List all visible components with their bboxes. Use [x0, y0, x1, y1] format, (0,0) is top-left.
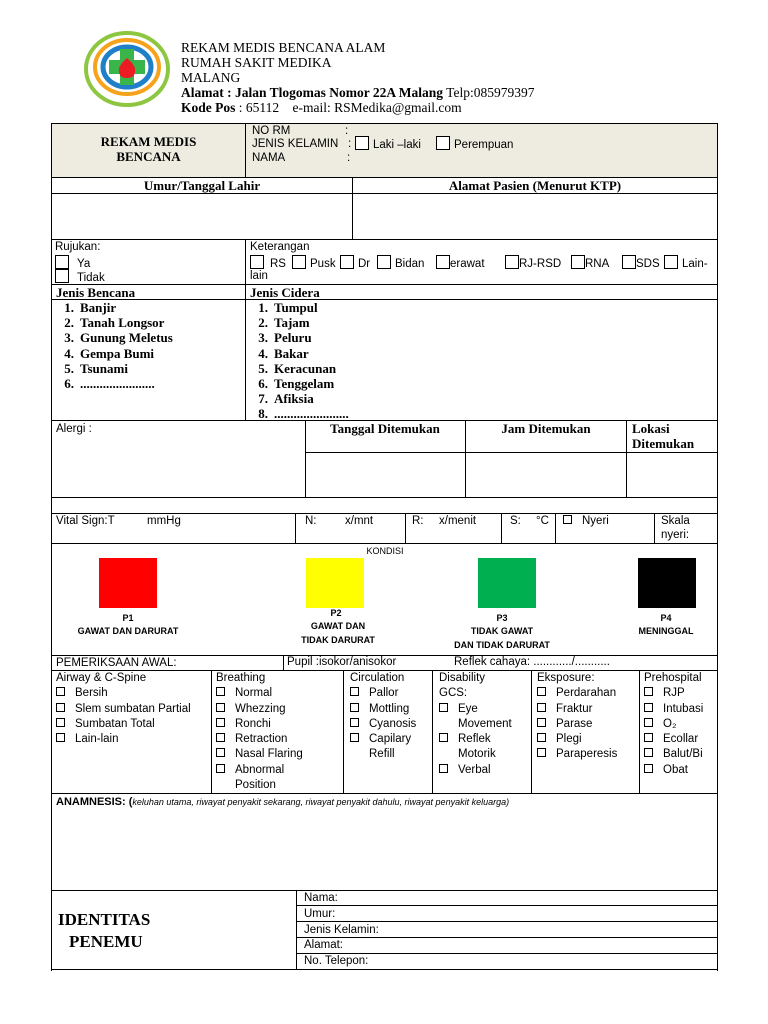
cidera-item: 1. Tumpul — [258, 300, 318, 315]
alergi-label: Alergi : — [56, 423, 92, 435]
umur-tanggal-lahir-header: Umur/Tanggal Lahir — [143, 178, 261, 193]
nadi-label: N: — [305, 515, 317, 527]
email-text: e-mail: RSMedika@gmail.com — [292, 100, 462, 115]
breathing-item[interactable]: Retraction — [216, 732, 303, 747]
eksposure-item[interactable]: Perdarahan — [537, 686, 617, 701]
perempuan-label: Perempuan — [454, 139, 514, 151]
airway-column — [56, 671, 191, 747]
keterangan-lain-checkbox[interactable] — [664, 255, 678, 269]
disability-item[interactable]: Verbal — [439, 763, 512, 778]
keterangan-dr[interactable] — [340, 255, 370, 271]
circulation-item[interactable]: Capilary — [350, 732, 416, 747]
jenis-bencana-list — [52, 300, 173, 391]
breathing-checkbox[interactable] — [216, 718, 225, 727]
disability-item[interactable]: Eye — [439, 702, 512, 717]
keterangan-rna-checkbox[interactable] — [571, 255, 585, 269]
disability-item-wrap: Motorik — [458, 748, 496, 761]
keterangan-lain-label: Lain- — [682, 258, 708, 270]
eksposure-checkbox[interactable] — [537, 687, 546, 696]
breathing-checkbox[interactable] — [216, 703, 225, 712]
nadi-unit: x/mnt — [345, 515, 374, 527]
prehospital-item[interactable]: Ecollar — [644, 732, 703, 747]
breathing-checkbox[interactable] — [216, 687, 225, 696]
anamnesis-label: ANAMNESIS: ( — [56, 796, 133, 808]
circulation-checkbox[interactable] — [350, 703, 359, 712]
breathing-item[interactable]: Whezzing — [216, 702, 303, 717]
form-title-1: REKAM MEDIS — [100, 134, 197, 149]
umur-input-area[interactable] — [53, 195, 350, 238]
cidera-item: 3. Peluru — [258, 330, 312, 346]
p3-description-2: DAN TIDAK DARURAT — [454, 640, 550, 650]
suhu-unit: °C — [536, 515, 549, 527]
prehospital-item[interactable]: Intubasi — [644, 702, 703, 717]
prehospital-checkbox[interactable] — [644, 764, 653, 773]
breathing-checkbox[interactable] — [216, 764, 225, 773]
breathing-item[interactable]: Normal — [216, 686, 303, 701]
nyeri-option[interactable] — [563, 514, 609, 528]
penemu-alamat-field[interactable]: Alamat: — [304, 939, 343, 951]
p1-label: P1 — [122, 613, 134, 623]
penemu-nama-field[interactable]: Nama: — [304, 892, 338, 904]
tanggal-ditemukan-header: Tanggal Ditemukan — [330, 421, 440, 436]
breathing-item[interactable]: Nasal Flaring — [216, 747, 303, 762]
postal-label: Kode Pos — [181, 100, 236, 115]
nyeri-label: Nyeri — [582, 515, 609, 527]
p2-label: P2 — [330, 608, 342, 618]
anamnesis-input-area[interactable] — [53, 812, 716, 888]
reflek-cahaya-label: Reflek cahaya: ............/........... — [454, 656, 610, 668]
eksposure-item[interactable]: Plegi — [537, 732, 617, 747]
keterangan-rj-rsd-label: RJ-RSD — [519, 258, 562, 270]
keterangan-sds-checkbox[interactable] — [622, 255, 636, 269]
p4-label: P4 — [660, 613, 672, 623]
nyeri-checkbox[interactable] — [563, 515, 572, 524]
prehospital-item[interactable]: Balut/Bi — [644, 747, 703, 762]
keterangan-sds[interactable] — [622, 255, 660, 271]
laki-laki-checkbox[interactable] — [355, 136, 369, 150]
p3-green-swatch[interactable] — [478, 558, 536, 608]
keterangan-perawat[interactable] — [436, 255, 485, 271]
skala-nyeri-label-1: Skala — [661, 515, 690, 527]
circulation-checkbox[interactable] — [350, 687, 359, 696]
nama-colon: : — [347, 152, 351, 164]
jenis-kelamin-label: JENIS KELAMIN — [252, 138, 339, 150]
bencana-item: 1. Banjir — [64, 300, 117, 315]
no-rm-label: NO RM — [252, 125, 291, 137]
header-line-3: MALANG — [181, 70, 241, 85]
keterangan-rj-rsd[interactable] — [505, 255, 561, 271]
breathing-checkbox[interactable] — [216, 748, 225, 757]
penemu-telepon-field[interactable]: No. Telepon: — [304, 955, 369, 967]
no-rm-colon: : — [345, 125, 349, 137]
airway-checkbox[interactable] — [56, 718, 65, 727]
circulation-checkbox[interactable] — [350, 718, 359, 727]
circulation-item[interactable]: Mottling — [350, 702, 416, 717]
keterangan-rs-label: RS — [270, 258, 286, 270]
keterangan-pusk-label: Pusk — [310, 258, 336, 270]
circulation-column — [350, 671, 416, 763]
p4-description: MENINGGAL — [638, 626, 694, 636]
jenis-bencana-label: Jenis Bencana — [56, 285, 136, 300]
circulation-item[interactable]: Pallor — [350, 686, 416, 701]
rujukan-tidak-checkbox[interactable] — [55, 269, 69, 283]
p3-label: P3 — [496, 613, 508, 623]
keterangan-rna[interactable] — [571, 255, 609, 271]
keterangan-rj-rsd-checkbox[interactable] — [505, 255, 519, 269]
eksposure-title: Eksposure: — [537, 672, 595, 684]
bencana-item: 5. Tsunami — [64, 360, 128, 376]
eksposure-item[interactable]: Fraktur — [537, 702, 617, 717]
disability-checkbox[interactable] — [439, 703, 448, 712]
suhu-label: S: — [510, 515, 521, 527]
nama-label: NAMA — [252, 152, 286, 164]
bencana-item[interactable]: 6. ....................... — [64, 376, 155, 392]
jam-ditemukan-input[interactable] — [467, 454, 625, 496]
cidera-item: 5. Keracunan — [258, 360, 337, 376]
gcs-label: GCS: — [439, 687, 468, 700]
airway-item[interactable]: Lain-lain — [56, 732, 191, 747]
header-line-2: RUMAH SAKIT MEDIKA — [181, 55, 332, 70]
mmhg-unit: mmHg — [147, 515, 181, 527]
form-title-2: BENCANA — [116, 149, 181, 164]
pemeriksaan-awal-label: PEMERIKSAAN AWAL: — [56, 657, 177, 669]
keterangan-lain-wrap: lain — [250, 270, 268, 282]
airway-item[interactable]: Sumbatan Total — [56, 717, 191, 732]
cidera-item: 7. Afiksia — [258, 391, 314, 407]
keterangan-lain-lain[interactable] — [664, 255, 708, 271]
phone-text: Telp:085979397 — [446, 85, 535, 100]
bencana-item: 4. Gempa Bumi — [64, 345, 155, 361]
cidera-item: 2. Tajam — [258, 315, 310, 331]
circulation-item[interactable]: Cyanosis — [350, 717, 416, 732]
breathing-title: Breathing — [216, 672, 266, 684]
laki-laki-label: Laki –laki — [373, 139, 421, 151]
skala-nyeri-label-2: nyeri: — [661, 529, 690, 541]
cidera-item: 4. Bakar — [258, 345, 309, 361]
vital-sign-label: Vital Sign:T — [56, 515, 115, 527]
penemu-umur-field[interactable]: Umur: — [304, 908, 336, 920]
keterangan-bidan-checkbox[interactable] — [377, 255, 391, 269]
prehospital-column — [644, 671, 703, 778]
cidera-item[interactable]: 8. ....................... — [258, 406, 349, 422]
penemu-jenis-kelamin-field[interactable]: Jenis Kelamin: — [304, 924, 379, 936]
perempuan-option[interactable] — [436, 136, 513, 152]
laki-laki-option[interactable] — [355, 136, 421, 152]
p1-red-swatch[interactable] — [99, 558, 157, 608]
prehospital-item[interactable]: Obat — [644, 763, 703, 778]
bencana-item: 3. Gunung Meletus — [64, 330, 173, 346]
p2-description-1: GAWAT DAN — [310, 621, 366, 631]
prehospital-title: Prehospital — [644, 672, 702, 684]
prehospital-checkbox[interactable] — [644, 703, 653, 712]
eksposure-column — [537, 671, 617, 763]
header-address — [181, 85, 534, 100]
keterangan-perawat-checkbox[interactable] — [436, 255, 450, 269]
respirasi-label: R: — [412, 515, 424, 527]
disability-title: Disability — [439, 672, 486, 684]
airway-checkbox[interactable] — [56, 733, 65, 742]
prehospital-item[interactable]: RJP — [644, 686, 703, 701]
keterangan-perawat-label: erawat — [450, 258, 485, 270]
p2-yellow-swatch[interactable] — [306, 558, 364, 608]
keterangan-pusk-checkbox[interactable] — [292, 255, 306, 269]
alamat-pasien-header: Alamat Pasien (Menurut KTP) — [448, 178, 622, 193]
p2-description-2: TIDAK DARURAT — [301, 635, 375, 645]
prehospital-checkbox[interactable] — [644, 733, 653, 742]
disability-column — [439, 671, 512, 778]
keterangan-pusk[interactable] — [292, 255, 336, 271]
disability-checkbox[interactable] — [439, 764, 448, 773]
anamnesis-description: keluhan utama, riwayat penyakit sekarang, riwayat penyakit dahulu, riwayat penyakit keluarga) — [132, 797, 510, 807]
alamat-input-area[interactable] — [354, 195, 716, 238]
lokasi-ditemukan-header-1: Lokasi — [632, 421, 670, 436]
keterangan-sds-label: SDS — [636, 258, 660, 270]
circulation-title: Circulation — [350, 672, 405, 684]
keterangan-bidan[interactable] — [377, 255, 424, 271]
prehospital-checkbox[interactable] — [644, 748, 653, 757]
breathing-item[interactable]: Abnormal — [216, 763, 303, 778]
circulation-item-wrap: Refill — [369, 748, 395, 761]
breathing-column — [216, 671, 303, 793]
jam-ditemukan-header: Jam Ditemukan — [501, 421, 591, 436]
disability-checkbox[interactable] — [439, 733, 448, 742]
breathing-item-wrap: Position — [235, 779, 276, 792]
header-line-1: REKAM MEDIS BENCANA ALAM — [181, 40, 386, 55]
rujukan-tidak-label: Tidak — [77, 272, 105, 284]
perempuan-checkbox[interactable] — [436, 136, 450, 150]
airway-checkbox[interactable] — [56, 687, 65, 696]
airway-item[interactable]: Slem sumbatan Partial — [56, 702, 191, 717]
keterangan-dr-checkbox[interactable] — [340, 255, 354, 269]
disability-item[interactable]: Reflek — [439, 732, 512, 747]
address-label: Alamat : Jalan Tlogomas Nomor 22A Malang — [181, 85, 444, 100]
keterangan-bidan-label: Bidan — [395, 258, 425, 270]
eksposure-checkbox[interactable] — [537, 733, 546, 742]
prehospital-checkbox[interactable] — [644, 687, 653, 696]
eksposure-checkbox[interactable] — [537, 718, 546, 727]
header-postal — [181, 100, 462, 115]
rujukan-label: Rujukan: — [55, 241, 101, 253]
keterangan-dr-label: Dr — [358, 258, 371, 270]
p1-description: GAWAT DAN DARURAT — [77, 626, 179, 636]
rujukan-ya-checkbox[interactable] — [55, 255, 69, 269]
prehospital-item[interactable]: O₂ — [644, 717, 703, 732]
airway-checkbox[interactable] — [56, 703, 65, 712]
prehospital-checkbox[interactable] — [644, 718, 653, 727]
kondisi-label: KONDISI — [366, 546, 404, 556]
p4-black-swatch[interactable] — [638, 558, 696, 608]
lokasi-ditemukan-header-2: Ditemukan — [632, 436, 695, 451]
jenis-cidera-label: Jenis Cidera — [250, 285, 320, 300]
tanggal-ditemukan-input[interactable] — [306, 454, 464, 496]
anamnesis-row — [56, 795, 509, 809]
eksposure-item[interactable]: Parase — [537, 717, 617, 732]
breathing-checkbox[interactable] — [216, 733, 225, 742]
cidera-item: 6. Tenggelam — [258, 376, 335, 392]
keterangan-rna-label: RNA — [585, 258, 610, 270]
jenis-kelamin-colon: : — [348, 138, 352, 150]
pupil-label: Pupil :isokor/anisokor — [287, 656, 397, 668]
airway-title: Airway & C-Spine — [56, 672, 147, 684]
p3-description-1: TIDAK GAWAT — [470, 626, 534, 636]
breathing-item[interactable]: Ronchi — [216, 717, 303, 732]
circulation-checkbox[interactable] — [350, 733, 359, 742]
keterangan-rs-checkbox[interactable] — [250, 255, 264, 269]
bencana-item: 2. Tanah Longsor — [64, 315, 165, 331]
eksposure-checkbox[interactable] — [537, 748, 546, 757]
disability-item-wrap: Movement — [458, 717, 512, 730]
lokasi-ditemukan-input[interactable] — [628, 454, 716, 496]
identitas-penemu-title-1: IDENTITAS — [58, 910, 151, 929]
eksposure-checkbox[interactable] — [537, 703, 546, 712]
airway-item[interactable]: Bersih — [56, 686, 191, 701]
rujukan-ya-label: Ya — [77, 258, 91, 270]
hospital-logo — [84, 31, 170, 107]
respirasi-unit: x/menit — [439, 515, 477, 527]
eksposure-item[interactable]: Paraperesis — [537, 747, 617, 762]
keterangan-label: Keterangan — [250, 241, 310, 253]
jenis-cidera-list — [246, 300, 349, 422]
identitas-penemu-title-2: PENEMU — [69, 932, 143, 951]
postal-value: : 65112 — [238, 100, 280, 115]
rujukan-tidak-option[interactable] — [55, 269, 105, 285]
